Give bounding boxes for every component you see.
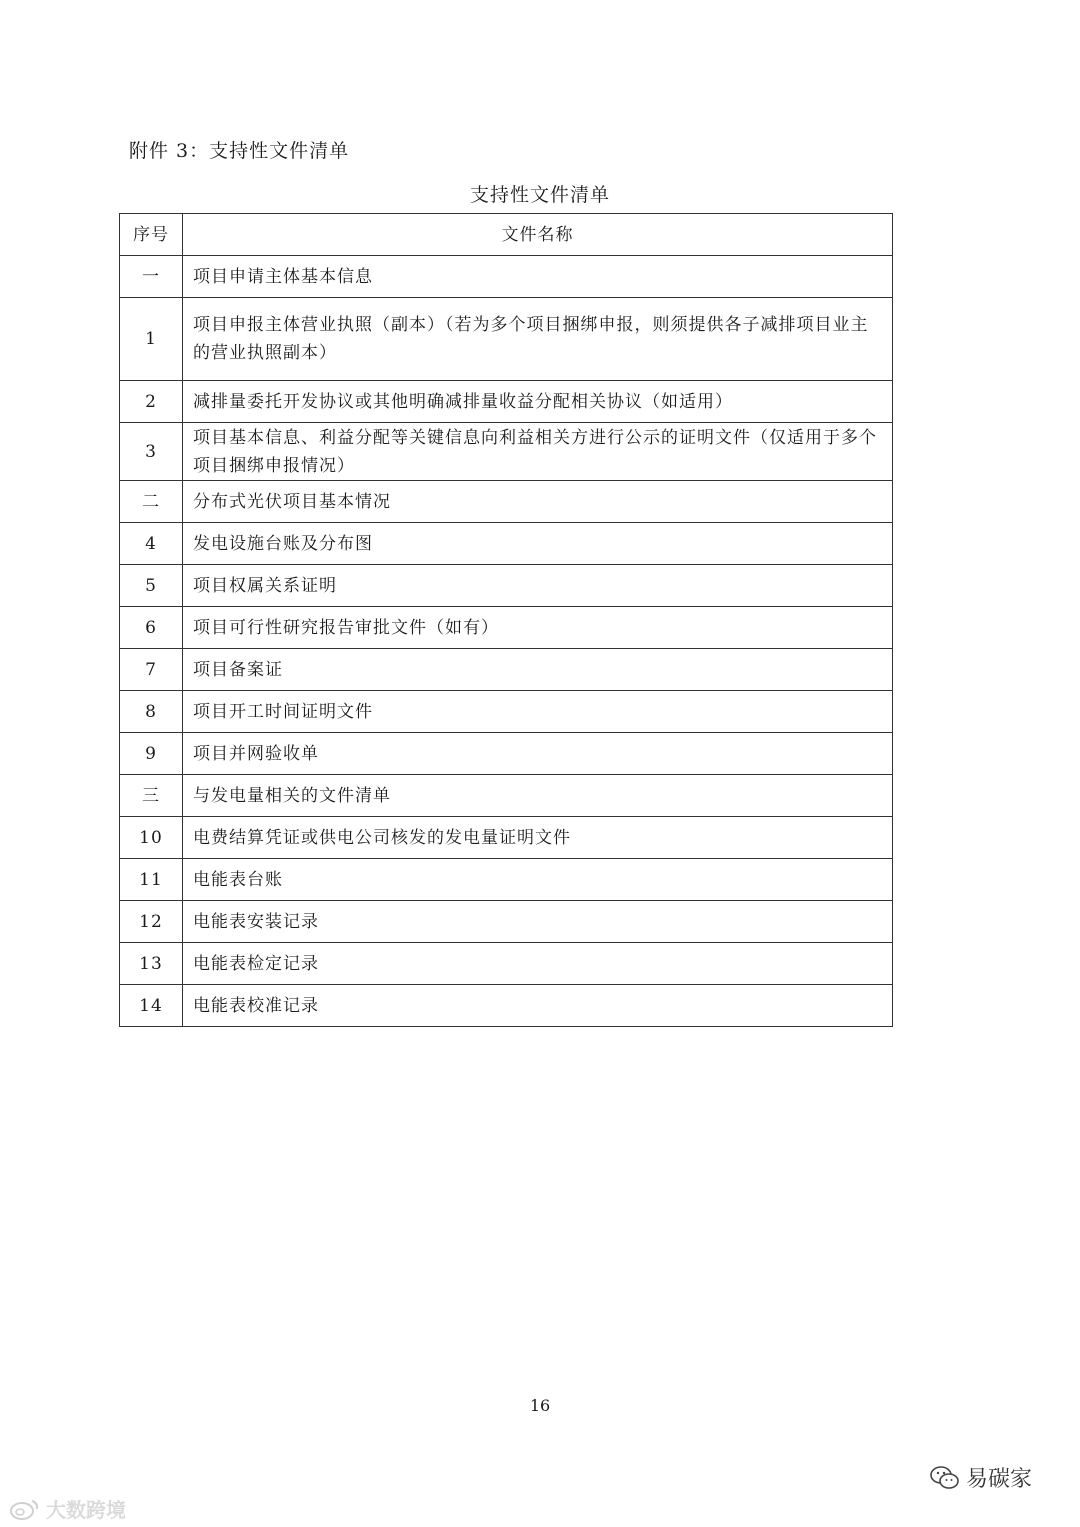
weibo-logo-icon [8, 1497, 42, 1521]
document-list-table [119, 213, 893, 1027]
table-row [120, 565, 893, 607]
row-document-name: 项目可行性研究报告审批文件（如有） [183, 607, 893, 649]
row-document-name: 电能表台账 [183, 859, 893, 901]
row-document-name: 减排量委托开发协议或其他明确减排量收益分配相关协议（如适用） [183, 381, 893, 423]
table-row [120, 901, 893, 943]
row-number: 一 [120, 256, 183, 298]
row-number: 9 [120, 733, 183, 775]
watermark-right [930, 1462, 1032, 1493]
row-document-name: 电费结算凭证或供电公司核发的发电量证明文件 [183, 817, 893, 859]
row-number: 5 [120, 565, 183, 607]
row-document-name: 项目开工时间证明文件 [183, 691, 893, 733]
table-header-row [120, 214, 893, 256]
row-number: 12 [120, 901, 183, 943]
page-number: 16 [529, 1396, 551, 1415]
row-number: 13 [120, 943, 183, 985]
table-row [120, 943, 893, 985]
watermark-left-text: 大数跨境 [46, 1500, 126, 1522]
table-row [120, 381, 893, 423]
row-document-name: 项目并网验收单 [183, 733, 893, 775]
table-row [120, 649, 893, 691]
table-row [120, 817, 893, 859]
row-number: 8 [120, 691, 183, 733]
table-row [120, 423, 893, 481]
row-number: 11 [120, 859, 183, 901]
table-row [120, 298, 893, 381]
row-number: 10 [120, 817, 183, 859]
table-row [120, 775, 893, 817]
row-number: 二 [120, 481, 183, 523]
row-number: 4 [120, 523, 183, 565]
row-document-name: 项目备案证 [183, 649, 893, 691]
table-caption: 支持性文件清单 [469, 184, 610, 206]
row-number: 14 [120, 985, 183, 1027]
row-document-name: 电能表检定记录 [183, 943, 893, 985]
watermark-left [8, 1494, 126, 1523]
table-row [120, 985, 893, 1027]
row-number: 三 [120, 775, 183, 817]
watermark-right-text: 易碳家 [966, 1466, 1033, 1491]
table-row [120, 256, 893, 298]
table-row [120, 607, 893, 649]
table-row [120, 733, 893, 775]
header-cell-no: 序号 [120, 214, 183, 256]
attachment-title: 附件 3：支持性文件清单 [129, 140, 350, 162]
table-row [120, 481, 893, 523]
row-document-name: 项目基本信息、利益分配等关键信息向利益相关方进行公示的证明文件（仅适用于多个项目捆绑申报情况） [183, 423, 893, 481]
row-document-name: 电能表安装记录 [183, 901, 893, 943]
row-document-name: 项目申请主体基本信息 [183, 256, 893, 298]
row-number: 6 [120, 607, 183, 649]
row-number: 1 [120, 298, 183, 381]
table-row [120, 859, 893, 901]
row-number: 7 [120, 649, 183, 691]
row-document-name: 项目申报主体营业执照（副本）（若为多个项目捆绑申报，则须提供各子减排项目业主的营业执照副本） [183, 298, 893, 381]
row-document-name: 电能表校准记录 [183, 985, 893, 1027]
header-cell-name: 文件名称 [183, 214, 893, 256]
row-number: 2 [120, 381, 183, 423]
row-number: 3 [120, 423, 183, 481]
table-row [120, 523, 893, 565]
wechat-icon [930, 1465, 960, 1491]
row-document-name: 分布式光伏项目基本情况 [183, 481, 893, 523]
row-document-name: 发电设施台账及分布图 [183, 523, 893, 565]
row-document-name: 项目权属关系证明 [183, 565, 893, 607]
table-row [120, 691, 893, 733]
row-document-name: 与发电量相关的文件清单 [183, 775, 893, 817]
